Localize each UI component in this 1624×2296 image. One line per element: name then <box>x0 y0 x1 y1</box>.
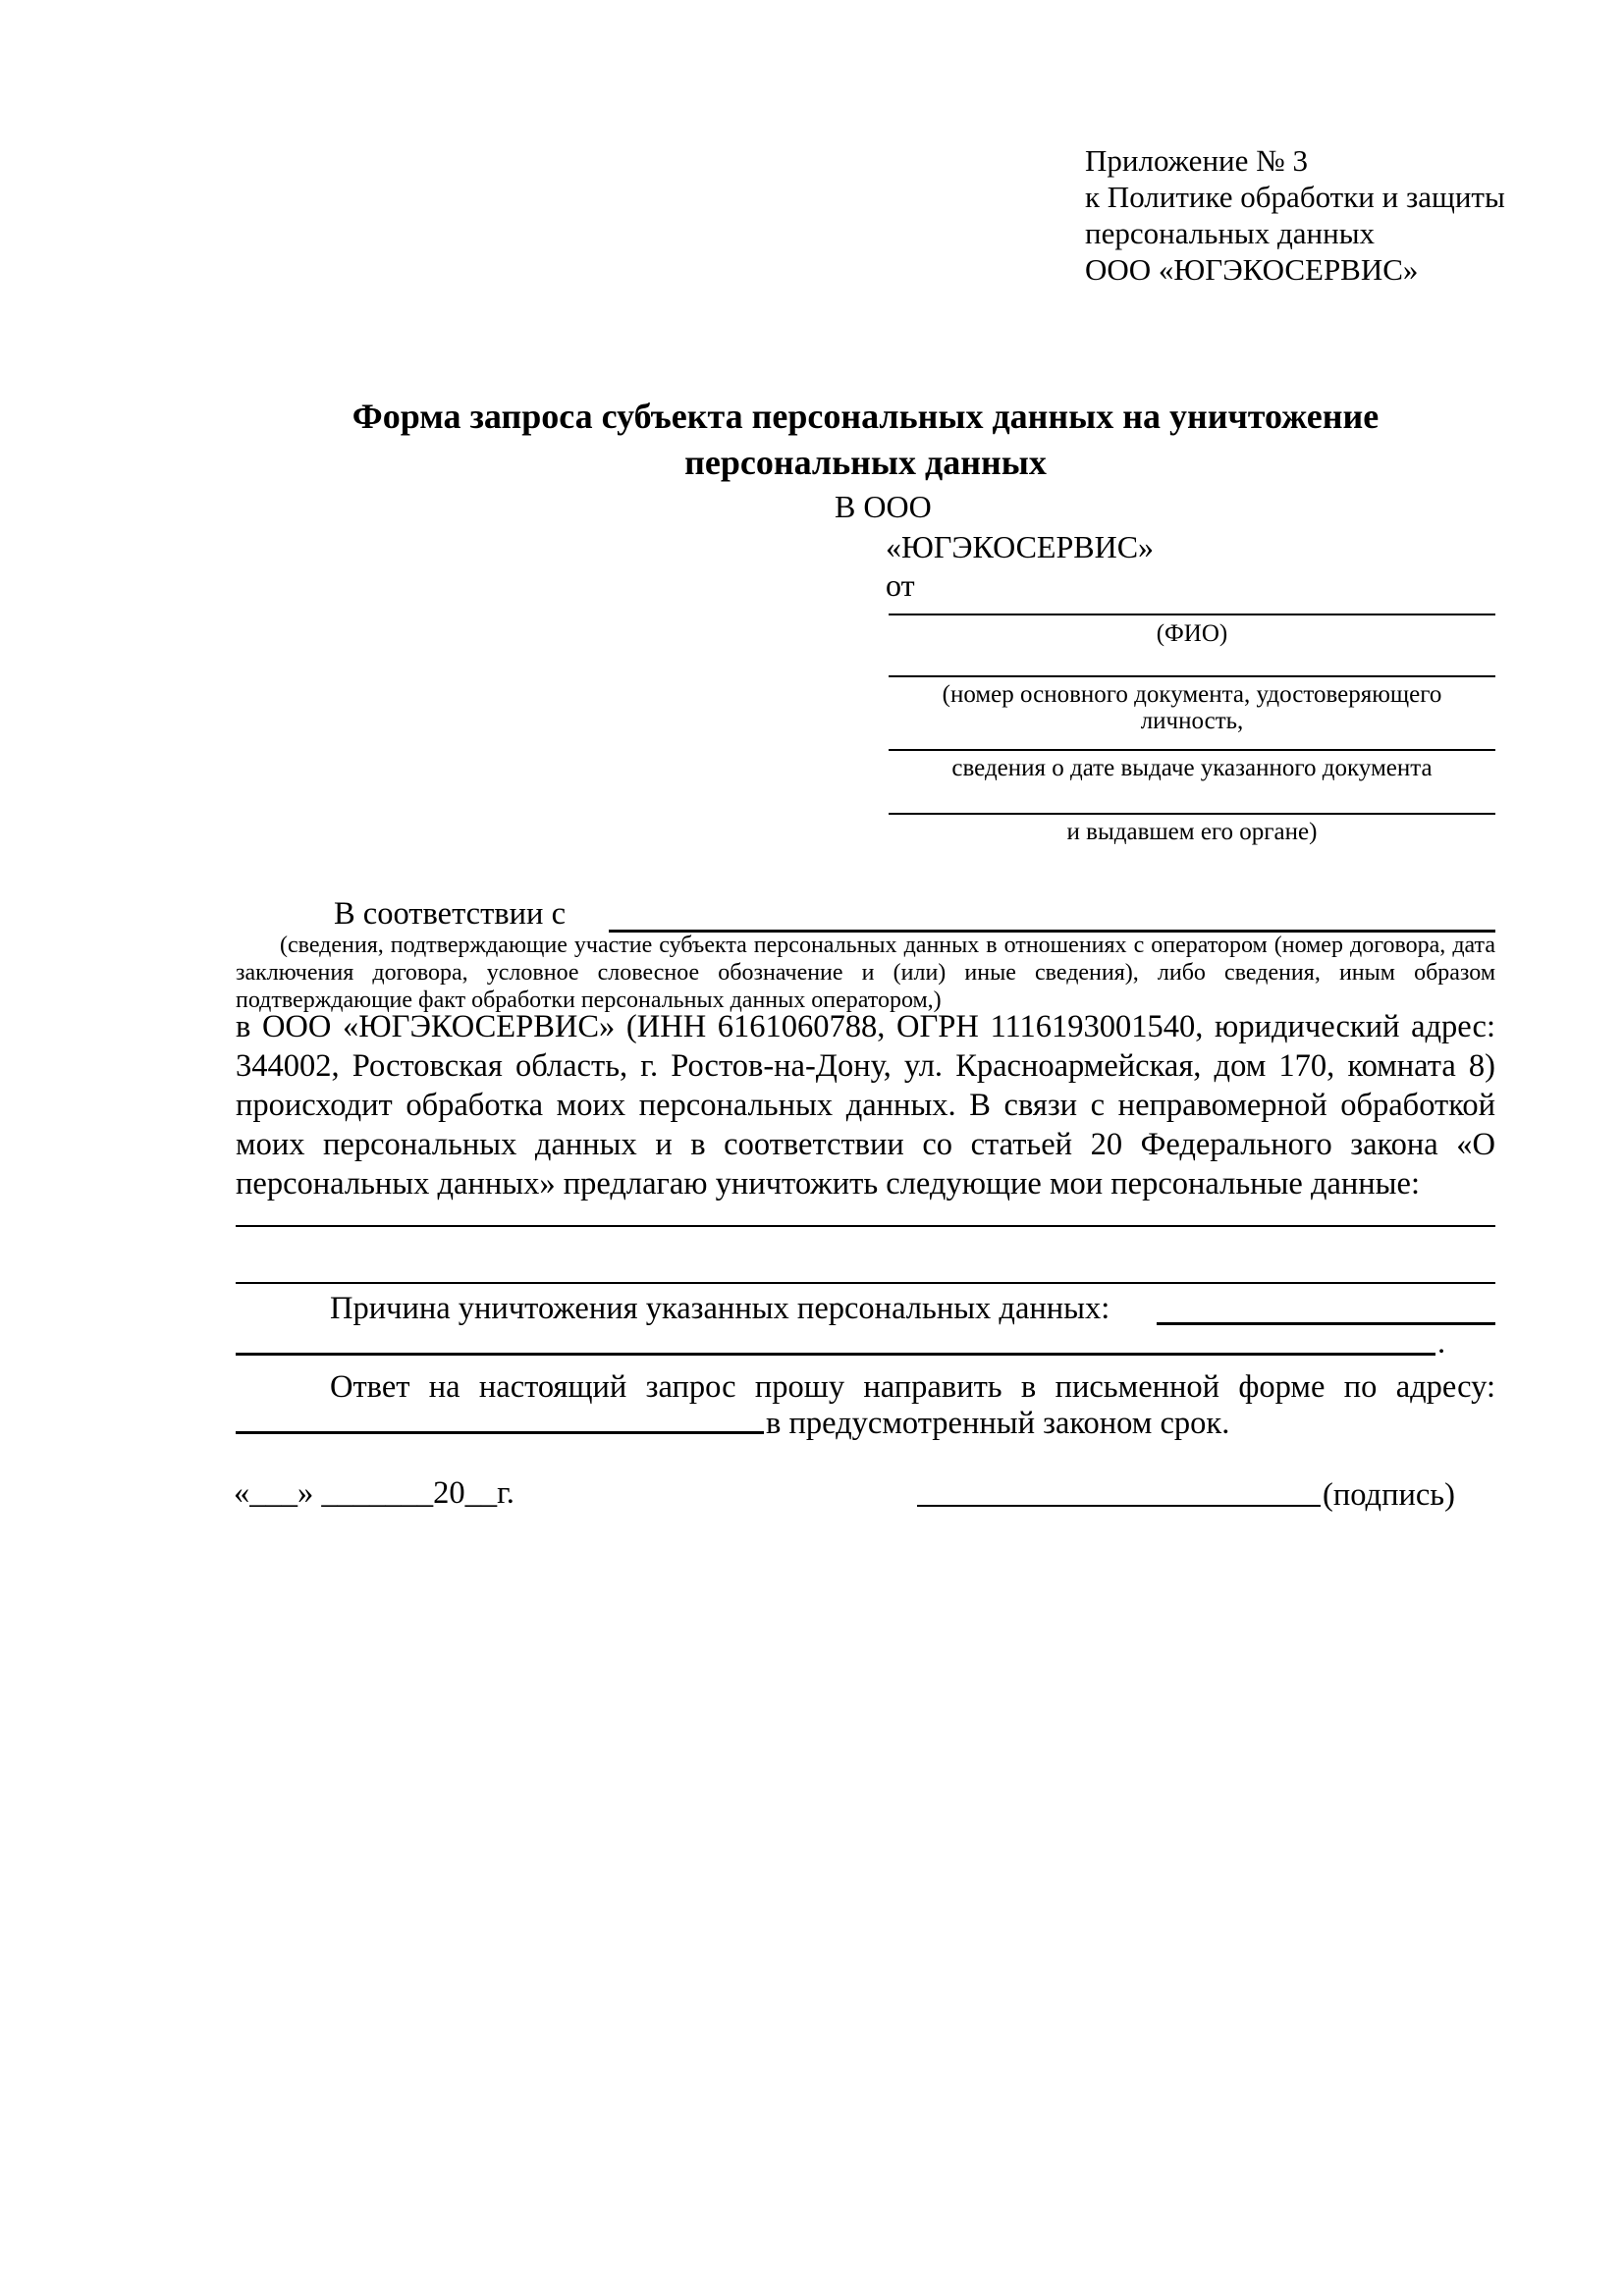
reply-request-line: Ответ на настоящий запрос прошу направить в письменной форме по адресу: <box>330 1369 1495 1405</box>
addressee-company-name: «ЮГЭКОСЕРВИС» <box>886 529 1155 564</box>
reply-request-suffix: в предусмотренный законом срок. <box>766 1406 1230 1441</box>
reason-blank-line-2 <box>236 1353 1435 1356</box>
appendix-header-line: персональных данных <box>1085 216 1376 250</box>
issue-date-caption: сведения о дате выдаче указанного документа <box>951 755 1433 781</box>
page-title-line1: Форма запроса субъекта персональных данных на уничтожение <box>352 397 1380 436</box>
body-paragraph: в ООО «ЮГЭКОСЕРВИС» (ИНН 6161060788, ОГРН 1116193001540, юридический адрес: 344002, Ростовская область, г. Ростов-на-Дону, ул. Красноармейская, дом 170, комната 8) происходит обработка моих персональных данных. В связи с неправомерной обработкой моих персональных данных и в соответствии со статьей 20 Федерального закона «О персональных данных» предлагаю уничтожить следующие мои персональные данные: <box>236 1009 1495 1201</box>
issue-date-blank-line <box>889 749 1495 751</box>
data-blank-line-1 <box>236 1225 1495 1227</box>
appendix-header-line: ООО «ЮГЭКОСЕРВИС» <box>1085 252 1419 287</box>
reply-address-blank-line <box>236 1431 764 1434</box>
fio-caption: (ФИО) <box>1156 620 1228 647</box>
signature-caption: (подпись) <box>1323 1477 1455 1513</box>
reason-label: Причина уничтожения указанных персональных данных: <box>330 1291 1110 1326</box>
fio-blank-line <box>889 614 1495 615</box>
issuing-authority-blank-line <box>889 813 1495 815</box>
appendix-header-line: к Политике обработки и защиты <box>1085 180 1505 214</box>
id-number-blank-line <box>889 675 1495 677</box>
id-number-caption: (номер основного документа, удостоверяющего личность, <box>942 681 1442 734</box>
issuing-authority-caption: и выдавшем его органе) <box>1066 819 1318 845</box>
signature-blank-line <box>917 1505 1321 1507</box>
data-blank-line-2 <box>236 1282 1495 1284</box>
accordance-note: (сведения, подтверждающие участие субъекта персональных данных в отношениях с оператором (номер договора, дата заключения договора, условное словесное обозначение и (или) иные сведения), либо сведения, иным образом подтверждающие факт обработки персональных данных оператором,) <box>236 933 1495 1013</box>
appendix-header-line: Приложение № 3 <box>1085 143 1308 178</box>
appendix-header <box>1085 142 1505 288</box>
addressee-from-label: от <box>886 567 915 603</box>
page-title-line2: персональных данных <box>684 443 1047 482</box>
accordance-lead: В соответствии с <box>334 896 566 932</box>
reason-period: . <box>1437 1325 1446 1361</box>
addressee-company-prefix: В ООО <box>835 489 932 524</box>
date-blank-line: «___» _______20__г. <box>234 1475 514 1511</box>
page-title <box>236 394 1495 486</box>
